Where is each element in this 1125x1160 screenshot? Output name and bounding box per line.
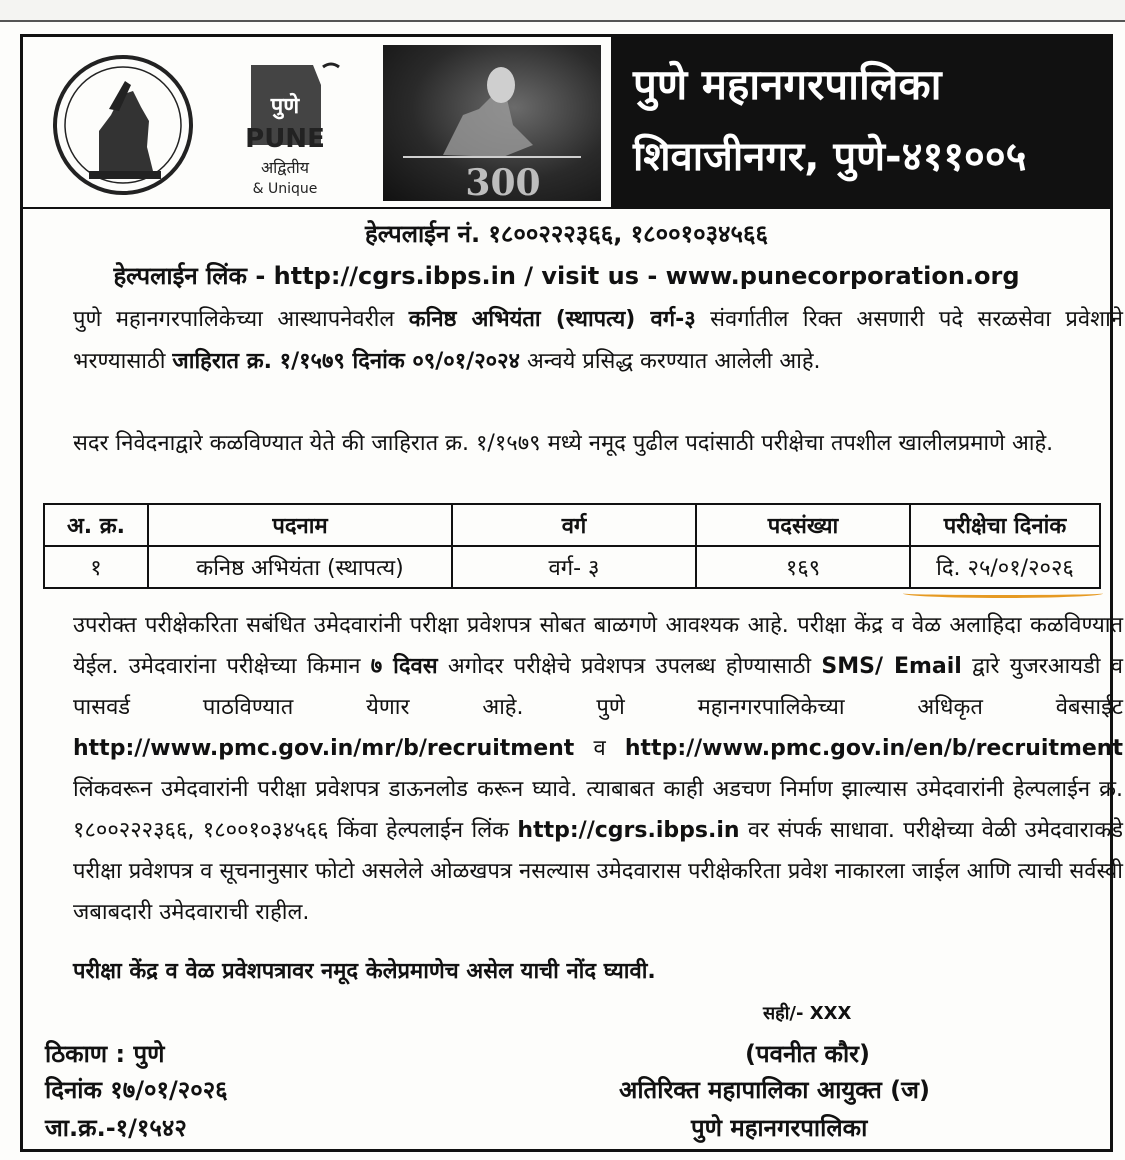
exam-schedule-table xyxy=(43,503,1101,589)
footer-date: दिनांक १७/०१/२०२६ xyxy=(45,1076,228,1104)
detail-paragraph: सदर निवेदनाद्वारे कळविण्यात येते की जाहिरात क्र. १/१५७९ मध्ये नमूद पुढील पदांसाठी परीक्षेचा तपशील खालीलप्रमाणे आहे. xyxy=(73,431,1054,456)
cell-serial: १ xyxy=(44,546,148,588)
instr-text-g: व xyxy=(574,736,625,761)
note-paragraph: परीक्षा केंद्र व वेळ प्रवेशपत्रावर नमूद केलेप्रमाणेच असेल याची नोंद घ्यावी. xyxy=(73,959,656,984)
table-header-row xyxy=(44,504,1100,546)
instr-text-c: अगोदर परीक्षेचे प्रवेशपत्र उपलब्ध होण्यासाठी xyxy=(437,654,822,679)
logo-300-number: 300 xyxy=(465,162,541,201)
public-notice xyxy=(20,34,1124,1152)
cell-post: कनिष्ठ अभियंता (स्थापत्य) xyxy=(148,546,452,588)
cell-exam-date: दि. २५/०१/२०२६ xyxy=(910,546,1100,588)
footer-reference-number: जा.क्र.-१/१५४२ xyxy=(45,1114,187,1142)
footer-place: ठिकाण : पुणे xyxy=(45,1040,165,1068)
org-name: पुणे महानगरपालिका xyxy=(633,60,942,109)
intro-advertisement-ref: जाहिरात क्र. १/१५७९ दिनांक ०९/०१/२०२४ xyxy=(172,349,520,374)
pmc-emblem-icon xyxy=(49,51,197,199)
pune-brand-logo-icon xyxy=(231,55,341,201)
instr-text-e: द्वारे युजरआयडी व पासवर्ड पाठविण्यात येणार आहे. पुणे महानगरपालिकेच्या अधिकृत वेबसाईट xyxy=(73,654,1124,720)
logo-strip xyxy=(23,37,611,207)
exam-date-highlight-underline xyxy=(903,589,1103,598)
logo-tag-english: & Unique xyxy=(252,181,318,197)
instr-text-a: उपरोक्त परीक्षेकरिता सबंधित उमेदवारांनी परीक्षा प्रवेशपत्र सोबत बाळगणे आवश्यक आहे. परीक्षा केंद्र व वेळ अलाहिदा कळविण्यात येईल. उमेदवारांना परीक्षेच्या किमान xyxy=(73,613,1123,679)
intro-paragraph xyxy=(43,299,1123,383)
notice-header xyxy=(23,37,1110,209)
instr-text-k: वर संपर्क साधावा. परीक्षेच्या वेळी उमेदवाराकडे परीक्षा प्रवेशपत्र व सूचनानुसार फोटो असलेले ओळखपत्र नसल्यास उमेदवारास परीक्षेकरिता प्रवेश नाकारला जाईल आणि त्याची सर्वस्वी जबाबदारी उमेदवाराची राहील. xyxy=(73,818,1123,925)
anniversary-300-logo xyxy=(383,45,601,201)
org-address: शिवाजीनगर, पुणे-४११००५ xyxy=(633,134,1027,180)
logo-pune-word: पुणे xyxy=(270,94,300,119)
instr-sms-email: SMS/ Email xyxy=(821,654,962,679)
col-post: पदनाम xyxy=(148,504,452,546)
intro-text-c: संवर्गातील रिक्त असणारी पदे सरळसेवा प्रवेशाने भरण्यासाठी xyxy=(73,307,1123,374)
intro-post-name: कनिष्ठ अभियंता (स्थापत्य) वर्ग-३ xyxy=(408,307,696,332)
instr-url-mr: http://www.pmc.gov.in/mr/b/recruitment xyxy=(73,736,575,761)
signatory-name: (पवनीत कौर) xyxy=(745,1040,870,1068)
instr-days: ७ दिवस xyxy=(370,654,438,679)
cell-vacancies: १६९ xyxy=(696,546,910,588)
logo-pune-latin: PUNE xyxy=(245,124,325,154)
org-title-box xyxy=(611,37,1110,207)
col-vacancies: पदसंख्या xyxy=(696,504,910,546)
instr-helpline-url: http://cgrs.ibps.in xyxy=(517,818,740,843)
instr-text-i: लिंकवरून उमेदवारांनी परीक्षा प्रवेशपत्र डाऊनलोड करून घ्यावे. त्याबाबत काही अडचण निर्माण झाल्यास उमेदवारांनी हेल्पलाईन क्र. १८००२२२३६६, १८००१०३४५६६ किंवा हेल्पलाईन लिंक xyxy=(73,777,1123,843)
instructions-paragraph xyxy=(43,605,1123,933)
signatory-office: पुणे महानगरपालिका xyxy=(691,1114,868,1142)
col-exam-date: परीक्षेचा दिनांक xyxy=(910,504,1100,546)
previous-page-edge xyxy=(0,0,1125,22)
col-class: वर्ग xyxy=(452,504,696,546)
table-row xyxy=(44,546,1100,588)
intro-text-a: पुणे महानगरपालिकेच्या आस्थापनेवरील xyxy=(73,307,409,332)
cell-class: वर्ग- ३ xyxy=(452,546,696,588)
intro-text-e: अन्वये प्रसिद्ध करण्यात आलेली आहे. xyxy=(519,349,821,374)
helpline-numbers: हेल्पलाईन नं. १८००२२२३६६, १८००१०३४५६६ xyxy=(365,220,768,248)
signatory-designation: अतिरिक्त महापालिका आयुक्त (ज) xyxy=(619,1076,930,1104)
helpline-link: हेल्पलाईन लिंक - http://cgrs.ibps.in / visit us - www.punecorporation.org xyxy=(113,262,1020,290)
instr-url-en: http://www.pmc.gov.in/en/b/recruitment xyxy=(624,736,1123,761)
col-serial: अ. क्र. xyxy=(44,504,148,546)
logo-tag-marathi: अद्वितीय xyxy=(260,158,310,177)
signature-mark: सही/- XXX xyxy=(763,1003,852,1024)
